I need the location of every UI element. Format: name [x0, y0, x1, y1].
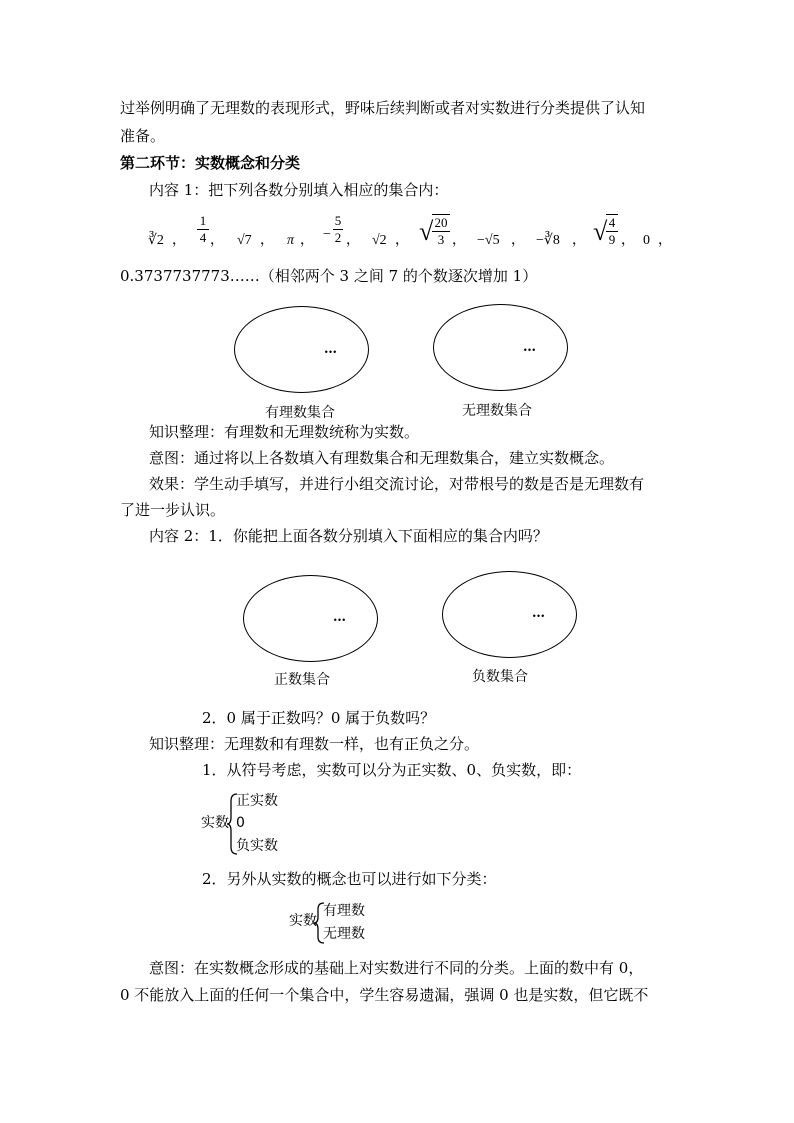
sep-1: ，	[172, 233, 186, 248]
irrational-set-ellipse	[433, 304, 568, 391]
class1-item-positive: 正实数	[236, 793, 278, 809]
class2-text: 2．另外从实数的概念也可以进行如下分类：	[202, 870, 497, 888]
sep-3: ，	[260, 233, 274, 248]
num-pi: π	[287, 233, 295, 248]
num-sqrt7: √7	[237, 233, 252, 248]
class1-item-zero: 0	[236, 815, 245, 831]
sep-9: ，	[572, 233, 586, 248]
sqrt-20-3-radical: √	[419, 217, 434, 246]
effect-1-line-2: 了进一步认识。	[120, 501, 226, 519]
intent-2-line-1: 意图：在实数概念形成的基础上对实数进行不同的分类。上面的数中有 0，	[149, 959, 644, 977]
num-sqrt-4-9	[606, 214, 618, 247]
long-decimal-line: 0.3737737773……（相邻两个 3 之间 7 的个数逐次增加 1）	[120, 267, 538, 285]
knowledge-1: 知识整理：有理数和无理数统称为实数。	[149, 423, 420, 441]
frac-5-2-den: 2	[334, 230, 342, 245]
sep-4: ，	[300, 233, 314, 248]
sep-5: ，	[346, 233, 360, 248]
intro-line-2: 准备。	[120, 127, 166, 145]
sep-10: ，	[621, 233, 635, 248]
num-neg-sqrt5: −√5	[477, 233, 500, 248]
negative-set-label: 负数集合	[472, 669, 528, 685]
sep-8: ，	[511, 233, 525, 248]
rational-set-label: 有理数集合	[265, 405, 335, 421]
sqrt-4-9-num: 4	[608, 215, 616, 230]
negative-set-ellipsis: …	[532, 606, 545, 621]
frac-1-4-den: 4	[199, 230, 207, 245]
class2-item-irrational: 无理数	[323, 926, 365, 942]
frac-1-4-num: 1	[199, 213, 207, 228]
num-neg-cbrt8: −∛8	[536, 233, 560, 248]
positive-set-label: 正数集合	[274, 672, 330, 688]
class1-text: 1．从符号考虑，实数可以分为正实数、0、负实数，即：	[202, 761, 582, 779]
sep-7: ，	[452, 233, 466, 248]
intent-2-line-2: 0 不能放入上面的任何一个集合中，学生容易遗漏，强调 0 也是实数，但它既不	[120, 986, 649, 1004]
content1-label: 内容 1：把下列各数分别填入相应的集合内：	[149, 181, 449, 199]
section-title: 第二环节：实数概念和分类	[120, 154, 301, 172]
negative-set-ellipse	[442, 571, 577, 658]
num-sqrt2: √2	[372, 233, 387, 248]
intro-line-1: 过举例明确了无理数的表现形式，野味后续判断或者对实数进行分类提供了认知	[120, 99, 646, 117]
num-frac-5-2	[333, 214, 343, 245]
class2-root: 实数	[289, 913, 317, 929]
sep-2: ，	[210, 233, 224, 248]
num-sqrt-20-3	[432, 214, 450, 247]
num-cbrt2: ∛2	[148, 233, 164, 248]
class2-item-rational: 有理数	[323, 903, 365, 919]
class1-item-negative: 负实数	[236, 838, 278, 854]
sqrt-20-3-den: 3	[437, 232, 445, 247]
rational-set-ellipse	[234, 306, 369, 393]
knowledge-2: 知识整理：无理数和有理数一样，也有正负之分。	[149, 735, 480, 753]
positive-set-ellipsis: …	[333, 610, 346, 625]
sqrt-20-3-num: 20	[434, 215, 448, 230]
intent-1: 意图：通过将以上各数填入有理数集合和无理数集合，建立实数概念。	[149, 449, 615, 467]
irrational-set-ellipsis: …	[523, 340, 536, 355]
frac-5-2-num: 5	[334, 213, 342, 228]
positive-set-ellipse	[243, 575, 378, 662]
num-frac-1-4	[197, 214, 209, 245]
sqrt-4-9-radical: √	[593, 217, 608, 246]
effect-1-line-1: 效果：学生动手填写，并进行小组交流讨论，对带根号的数是否是无理数有	[149, 475, 645, 493]
neg-sign-5-2: −	[323, 227, 331, 242]
class1-root: 实数	[201, 815, 229, 831]
rational-set-ellipsis: …	[324, 342, 337, 357]
sep-6: ，	[395, 233, 409, 248]
irrational-set-label: 无理数集合	[462, 403, 532, 419]
sqrt-4-9-den: 9	[608, 232, 616, 247]
content2-label: 内容 2：1．你能把上面各数分别填入下面相应的集合内吗？	[149, 527, 548, 545]
sep-11: ，	[658, 233, 672, 248]
content2-q2: 2．0 属于正数吗？0 属于负数吗？	[202, 709, 436, 727]
num-zero: 0	[643, 233, 650, 248]
